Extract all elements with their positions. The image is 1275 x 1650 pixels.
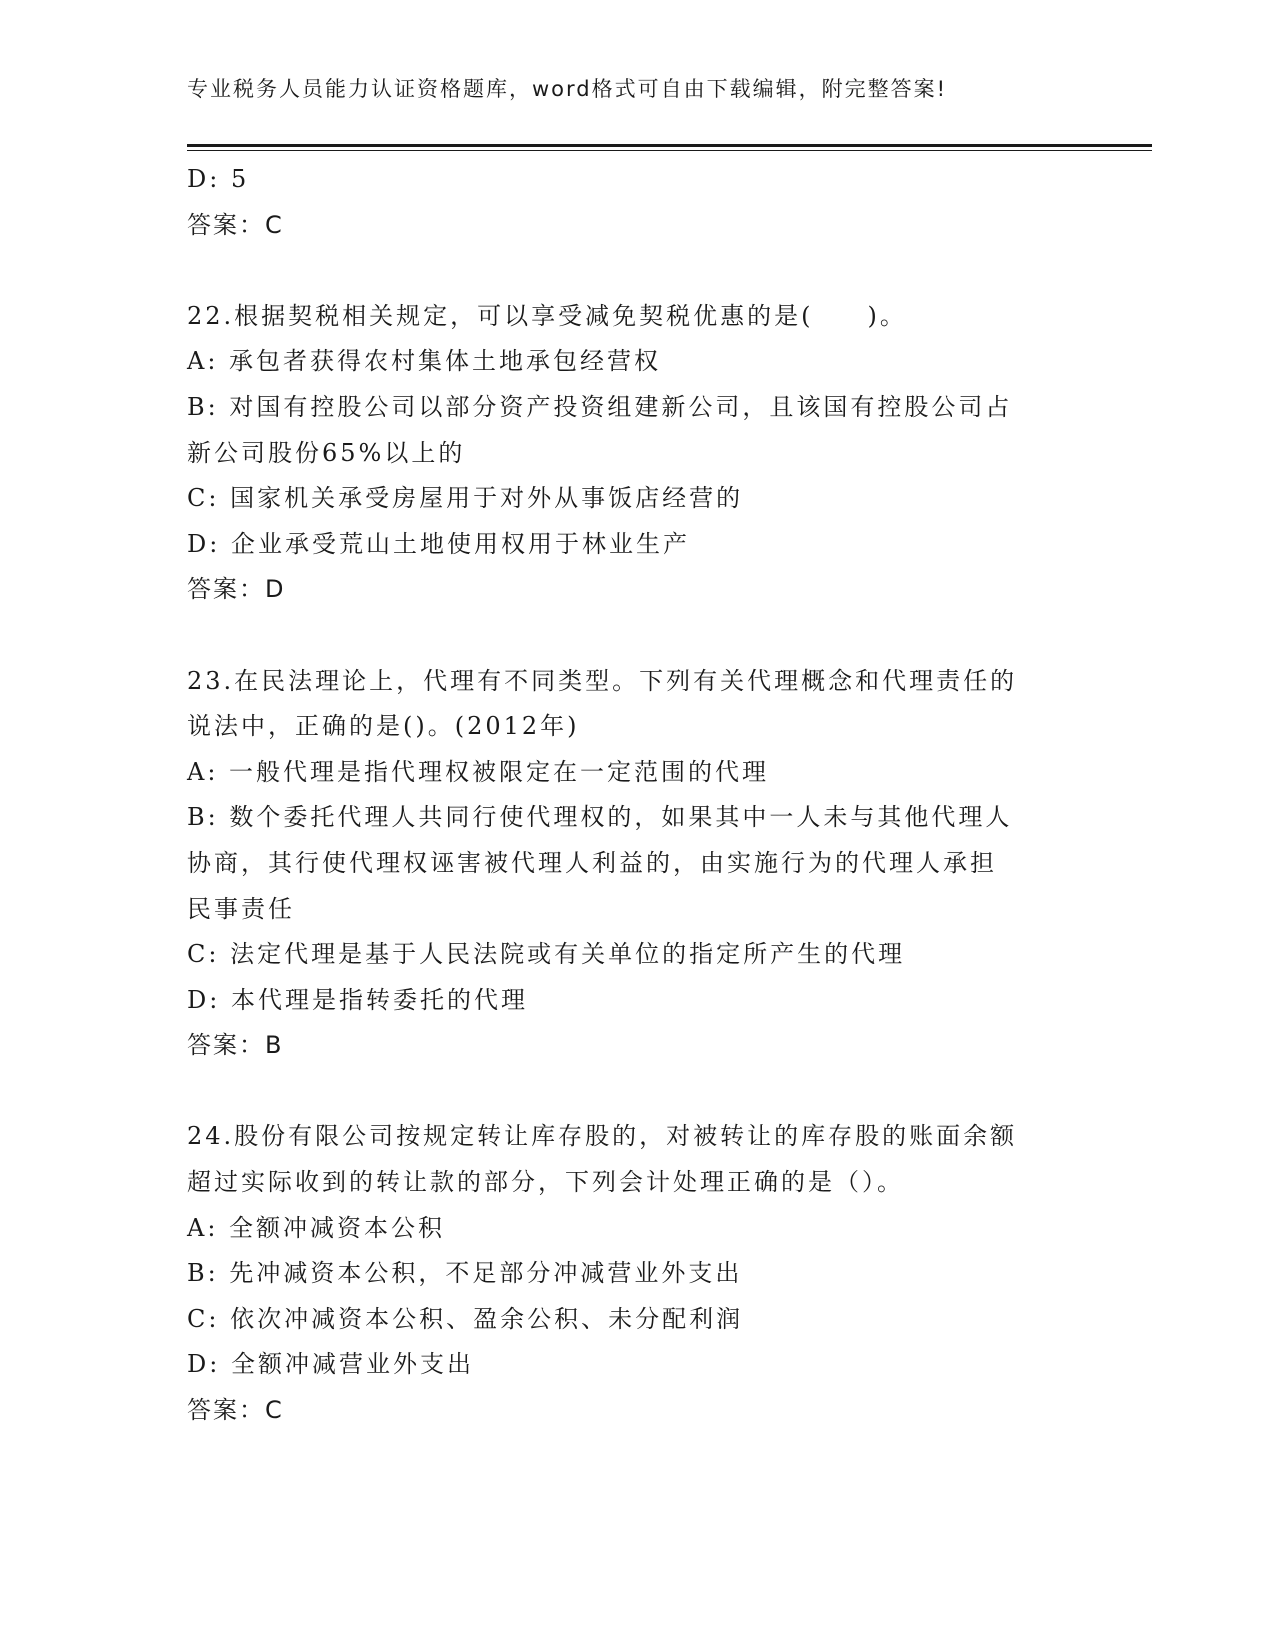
spacer (187, 1069, 1087, 1115)
option-b-continued: 新公司股份65%以上的 (187, 438, 466, 467)
option-b-continued: 民事责任 (187, 894, 295, 923)
answer-line: 答案：D (187, 575, 286, 604)
question-stem: 23.在民法理论上，代理有不同类型。下列有关代理概念和代理责任的 (187, 666, 1018, 695)
question-stem-continued: 超过实际收到的转让款的部分，下列会计处理正确的是（）。 (187, 1168, 904, 1197)
spacer (187, 248, 1087, 294)
option-d: D: 5 (187, 165, 250, 193)
answer-line: 答案：C (187, 1396, 284, 1425)
question-stem: 22.根据契税相关规定，可以享受减免契税优惠的是( )。 (187, 301, 907, 330)
option-c: C: 国家机关承受房屋用于对外从事饭店经营的 (187, 484, 744, 513)
option-b: B: 先冲减资本公积，不足部分冲减营业外支出 (187, 1259, 743, 1288)
option-b: B: 数个委托代理人共同行使代理权的，如果其中一人未与其他代理人 (187, 803, 1013, 832)
option-a: A: 全额冲减资本公积 (187, 1213, 446, 1242)
option-c: C: 法定代理是基于人民法院或有关单位的指定所产生的代理 (187, 940, 906, 969)
header-rule-thin (187, 150, 1152, 151)
option-a: A: 承包者获得农村集体土地承包经营权 (187, 347, 662, 376)
option-d: D: 全额冲减营业外支出 (187, 1350, 474, 1379)
question-24 (187, 1114, 1087, 1433)
option-c: C: 依次冲减资本公积、盈余公积、未分配利润 (187, 1304, 744, 1333)
question-stem: 24.股份有限公司按规定转让库存股的，对被转让的库存股的账面余额 (187, 1122, 1018, 1151)
question-23 (187, 659, 1087, 1069)
answer-line: 答案：C (187, 210, 284, 239)
header-rule-thick (187, 144, 1152, 147)
question-22 (187, 294, 1087, 613)
page-header: 专业税务人员能力认证资格题库，word格式可自由下载编辑，附完整答案! (187, 77, 948, 101)
document-body (187, 157, 1087, 1434)
option-b-continued: 协商，其行使代理权诬害被代理人利益的，由实施行为的代理人承担 (187, 848, 997, 877)
option-a: A: 一般代理是指代理权被限定在一定范围的代理 (187, 757, 770, 786)
option-d: D: 企业承受荒山土地使用权用于林业生产 (187, 529, 690, 558)
spacer (187, 613, 1087, 659)
option-d: D: 本代理是指转委托的代理 (187, 985, 528, 1014)
question-21-tail (187, 157, 1087, 248)
answer-line: 答案：B (187, 1031, 284, 1060)
option-b: B: 对国有控股公司以部分资产投资组建新公司，且该国有控股公司占 (187, 392, 1013, 421)
question-stem-continued: 说法中，正确的是()。(2012年) (187, 712, 580, 741)
